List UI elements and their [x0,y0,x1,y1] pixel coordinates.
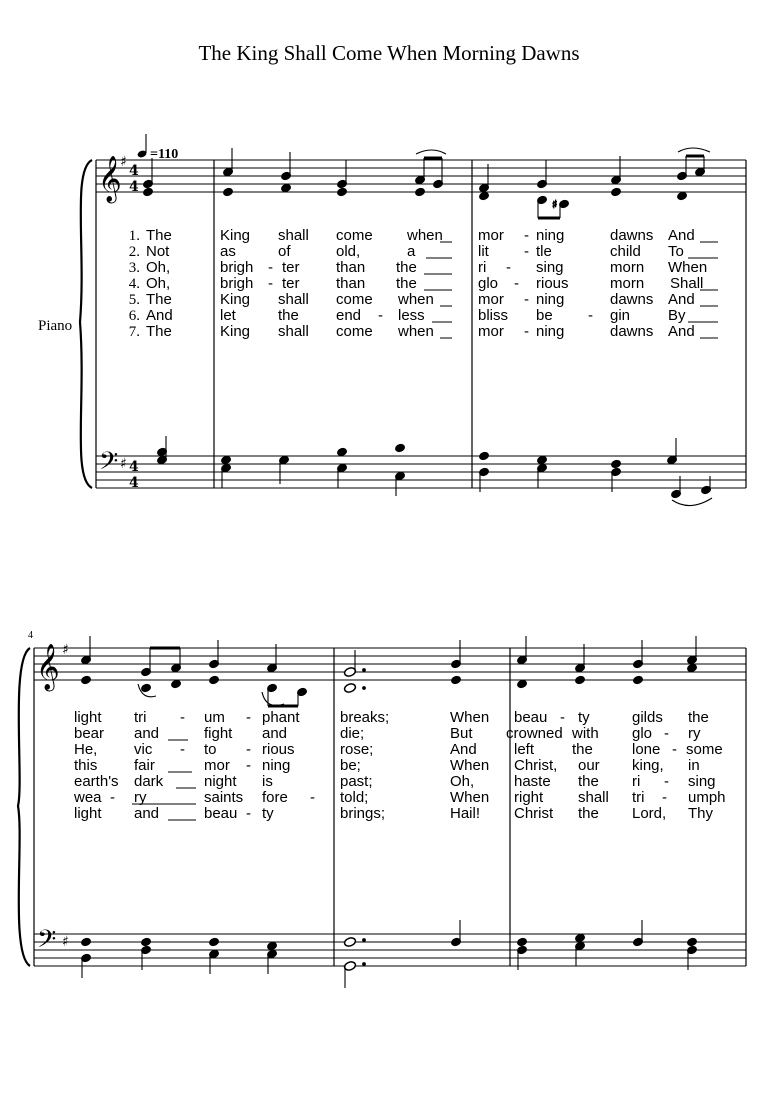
lyric-syllable: Oh, [146,259,171,276]
lyric-syllable: Not [146,243,170,260]
lyric-syllable: gilds [632,709,663,726]
lyric-syllable: be [536,307,553,324]
lyric-syllable: - [588,307,593,324]
lyric-syllable: the [578,773,599,790]
lyric-syllable: glo [632,725,653,742]
bass-clef-icon: 𝄢 [99,447,119,482]
lyric-syllable: - [310,789,315,806]
lyric-syllable: Christ, [514,757,558,774]
lyric-syllable: beau [204,805,238,822]
lyric-syllable: And [668,323,695,340]
lyric-syllable: - [506,259,511,276]
lyric-syllable: right [514,789,544,806]
lyric-syllable: tri [134,709,147,726]
lyric-syllable: The [146,323,172,340]
lyric-syllable: Christ [514,805,554,822]
lyric-syllable: ning [262,757,291,774]
lyric-syllable: shall [278,291,309,308]
lyric-syllable: haste [514,773,551,790]
lyric-syllable: rious [262,741,295,758]
lyric-syllable: mor [478,323,504,340]
lyric-syllable: a [407,243,416,260]
lyric-syllable: come [336,323,373,340]
lyric-syllable: of [278,243,291,260]
lyric-syllable: with [572,725,599,742]
treble-notes-system-1 [143,148,710,218]
lyric-syllable: our [578,757,600,774]
brace [18,648,30,966]
lyric-syllable: He, [74,741,98,758]
lyric-syllable: To [668,243,684,260]
lyric-syllable: beau [514,709,548,726]
lyric-syllable: But [450,725,473,742]
lyric-syllable: um [204,709,225,726]
lyric-syllable: When [668,259,708,276]
lyric-syllable: ning [536,291,565,308]
lyric-syllable: as [220,243,236,260]
lyric-syllable: saints [204,789,244,806]
lyric-syllable: come [336,291,373,308]
lyric-syllable: And [450,741,477,758]
lyric-syllable: ry [688,725,701,742]
lyric-syllable: and [134,805,160,822]
lyric-syllable: child [610,243,641,260]
lyric-syllable: lit [478,243,489,260]
lyric-syllable: bliss [478,307,509,324]
lyric-syllable: ty [262,805,274,822]
lyric-syllable: and [134,725,160,742]
bass-notes-system-1 [157,436,712,506]
lyric-syllable: dawns [610,227,654,244]
svg-text:1.: 1. [128,228,140,244]
tempo-mark [137,134,179,162]
lyric-syllable: - [110,789,115,806]
lyric-syllable: shall [278,227,309,244]
lyric-syllable: than [336,259,366,276]
treble-notes-system-2 [81,636,698,706]
lyric-syllable: king, [632,757,664,774]
lyrics-system-2 [73,709,726,822]
lyric-syllable: mor [204,757,230,774]
lyric-syllable: end [336,307,362,324]
lyric-syllable: be; [340,757,361,774]
lyric-syllable: the [396,259,417,276]
tempo-value: 110 [158,147,179,162]
lyric-syllable: sing [536,259,564,276]
lyric-syllable: - [246,709,251,726]
lyric-syllable: When [450,709,490,726]
key-signature-sharp-icon: ♯ [120,456,127,472]
lyric-syllable: die; [340,725,365,742]
lyric-syllable: earth's [74,773,119,790]
lyric-syllable: The [146,227,172,244]
system-1 [38,134,746,506]
system-2 [18,630,746,988]
lyric-syllable: - [662,789,667,806]
lyric-syllable: the [278,307,299,324]
lyric-syllable: ri [478,259,487,276]
lyric-syllable: tle [536,243,552,260]
lyric-syllable: ter [282,259,300,276]
lyric-syllable: ri [632,773,641,790]
lyric-syllable: - [246,805,251,822]
svg-text:5.: 5. [128,292,140,308]
lyric-syllable: crowned [506,725,563,742]
lyric-syllable: told; [340,789,369,806]
lyric-syllable: - [268,275,273,292]
lyric-syllable: Oh, [146,275,171,292]
lyric-syllable: - [514,275,519,292]
lyric-syllable: Shall [670,275,704,292]
lyric-syllable: ry [134,789,147,806]
lyric-syllable: is [262,773,273,790]
lyric-syllable: ning [536,227,565,244]
bass-notes-system-2 [81,920,698,988]
key-signature-sharp-icon: ♯ [62,642,69,658]
lyric-syllable: fair [134,757,155,774]
lyric-syllable: - [378,307,383,324]
brace [80,160,92,488]
bass-clef-icon: 𝄢 [37,925,57,960]
svg-text:7.: 7. [128,324,140,340]
lyric-syllable: the [578,805,599,822]
lyric-syllable: brigh [220,275,254,292]
lyric-syllable: vic [134,741,153,758]
lyric-syllable: - [524,323,529,340]
lyrics-system-1 [146,227,707,340]
lyric-syllable: rose; [340,741,374,758]
lyric-syllable: when [398,323,434,340]
key-signature-sharp-icon: ♯ [62,934,69,950]
svg-text:♯: ♯ [552,198,558,211]
lyric-syllable: left [514,741,535,758]
lyric-syllable: in [688,757,700,774]
treble-clef-icon: 𝄞 [36,644,60,690]
lyric-syllable: - [246,757,251,774]
lyric-syllable: than [336,275,366,292]
lyric-syllable: morn [610,259,645,276]
lyric-syllable: - [246,741,251,758]
lyric-syllable: brings; [340,805,386,822]
svg-text:4.: 4. [128,276,140,292]
lyric-syllable: And [668,291,695,308]
verse-numbers-system-1 [129,228,140,340]
lyric-syllable: When [450,789,490,806]
svg-text:6.: 6. [128,308,140,324]
lyric-syllable: umph [688,789,726,806]
lyric-syllable: this [74,757,98,774]
lyric-syllable: sing [688,773,716,790]
lyric-syllable: - [268,259,273,276]
lyric-syllable: - [560,709,565,726]
lyric-syllable: The [146,291,172,308]
lyric-syllable: the [688,709,709,726]
lyric-syllable: to [204,741,217,758]
lyric-syllable: morn [610,275,645,292]
time-signature-top: 4 [129,459,139,475]
lyric-syllable: Oh, [450,773,475,790]
lyric-syllable: ty [578,709,590,726]
lyric-syllable: By [668,307,686,324]
lyric-syllable: glo [478,275,499,292]
lyric-syllable: Thy [688,805,714,822]
lyric-syllable: - [180,709,185,726]
lyric-syllable: King [220,291,251,308]
lyric-syllable: let [220,307,236,324]
lyric-syllable: gin [610,307,631,324]
lyric-syllable: - [672,741,677,758]
lyric-syllable: the [396,275,417,292]
measure-number: 4 [28,630,33,641]
lyric-syllable: shall [278,323,309,340]
lyric-syllable: fore [262,789,288,806]
lyric-syllable: tri [632,789,645,806]
lyric-syllable: and [262,725,288,742]
svg-text:2.: 2. [128,244,140,260]
lyric-syllable: some [686,741,723,758]
lyric-syllable: And [146,307,173,324]
lyric-syllable: - [524,291,529,308]
lyric-syllable: - [524,243,529,260]
instrument-name: Piano [38,318,73,334]
lyric-syllable: light [74,709,102,726]
lyric-syllable: light [74,805,102,822]
lyric-syllable: - [664,773,669,790]
lyric-syllable: And [668,227,695,244]
time-signature-top: 4 [129,163,139,179]
bass-staff [96,456,746,488]
svg-text:3.: 3. [128,260,140,276]
lyric-syllable: Lord, [632,805,667,822]
lyric-syllable: dawns [610,323,654,340]
lyric-syllable: ter [282,275,300,292]
lyric-syllable: fight [204,725,233,742]
lyric-syllable: lone [632,741,661,758]
key-signature-sharp-icon: ♯ [120,154,127,170]
lyric-syllable: when [398,291,434,308]
lyric-syllable: - [524,227,529,244]
lyric-syllable: - [664,725,669,742]
lyric-syllable: King [220,323,251,340]
lyric-syllable: dawns [610,291,654,308]
svg-text:=: = [150,147,158,162]
lyric-syllable: - [180,741,185,758]
lyric-syllable: King [220,227,251,244]
lyric-syllable: mor [478,227,504,244]
lyric-syllable: past; [340,773,373,790]
lyric-syllable: breaks; [340,709,390,726]
lyric-syllable: old, [336,243,361,260]
lyric-syllable: Hail! [450,805,481,822]
treble-clef-icon: 𝄞 [98,156,122,202]
lyric-syllable: phant [262,709,300,726]
lyric-syllable: ning [536,323,565,340]
lyric-syllable: wea [74,789,102,806]
lyric-syllable: When [450,757,490,774]
lyric-syllable: less [398,307,425,324]
time-signature-bottom: 4 [129,179,139,195]
lyric-syllable: mor [478,291,504,308]
lyric-syllable: the [572,741,593,758]
lyric-syllable: dark [134,773,164,790]
page-title: The King Shall Come When Morning Dawns [198,41,580,65]
lyric-syllable: come [336,227,373,244]
lyric-syllable: shall [578,789,609,806]
lyric-syllable: night [204,773,237,790]
lyric-syllable: brigh [220,259,254,276]
lyric-syllable: rious [536,275,569,292]
lyric-syllable: bear [74,725,105,742]
time-signature-bottom: 4 [129,475,139,491]
lyric-syllable: when [407,227,443,244]
